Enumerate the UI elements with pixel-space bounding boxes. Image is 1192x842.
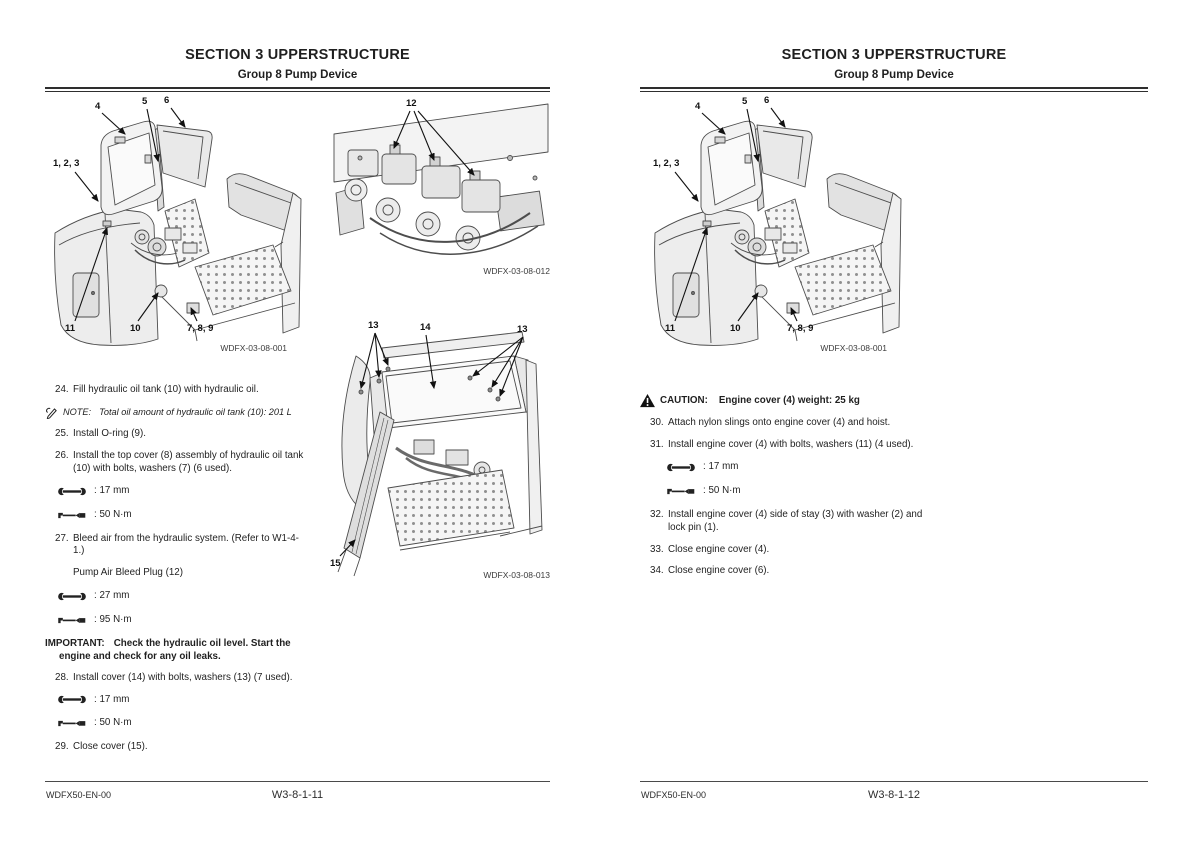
step-31	[650, 439, 930, 452]
step-number: 34.	[650, 565, 664, 577]
step-32	[650, 509, 930, 535]
figure-caption: WDFX-03-08-013	[483, 570, 550, 580]
step-number: 32.	[650, 508, 664, 520]
step-number: 27.	[55, 532, 69, 544]
header-rule	[45, 87, 550, 92]
wrench-size: : 17 mm	[94, 484, 130, 496]
step-number: 29.	[55, 741, 69, 753]
torque-wrench-icon	[58, 510, 86, 521]
step-24	[55, 384, 310, 397]
step-text: Close engine cover (6).	[668, 565, 770, 577]
important-text: Check the hydraulic oil level. Start the engine and check for any oil leaks.	[59, 638, 291, 662]
callout-13-left: 13	[368, 320, 379, 331]
callout-1-2-3: 1, 2, 3	[653, 158, 680, 169]
torque-spec	[58, 614, 310, 627]
figure-engine-covers	[645, 95, 905, 357]
wrench-spec	[667, 461, 930, 474]
callout-14: 14	[420, 322, 431, 333]
callout-7-8-9: 7, 8, 9	[187, 323, 214, 334]
step-number: 33.	[650, 543, 664, 555]
torque-value: : 50 N·m	[94, 717, 132, 729]
callout-10: 10	[730, 323, 741, 334]
step-34	[650, 565, 930, 578]
cover-illustration	[330, 320, 555, 582]
callout-15: 15	[330, 558, 341, 569]
note-pencil-icon	[45, 406, 58, 419]
procedure-steps	[640, 394, 930, 587]
doc-code: WDFX50-EN-00	[641, 790, 707, 800]
section-title: SECTION 3 UPPERSTRUCTURE	[781, 47, 1007, 63]
figure-engine-covers	[45, 95, 305, 357]
callout-6: 6	[764, 95, 770, 106]
doc-code: WDFX50-EN-00	[46, 790, 112, 800]
step-text: Bleed air from the hydraulic system. (Refer to W1-4-1.)	[73, 532, 299, 557]
callout-5: 5	[742, 96, 748, 107]
wrench-icon	[58, 694, 86, 705]
important-note	[45, 638, 310, 663]
manual-page-left	[45, 0, 550, 842]
page-number: W3-8-1-11	[271, 789, 324, 801]
callout-4: 4	[95, 101, 101, 112]
footer-rule	[45, 781, 550, 782]
wrench-size: : 27 mm	[94, 590, 130, 602]
group-title: Group 8 Pump Device	[237, 69, 358, 81]
step-26	[55, 450, 310, 476]
step-33	[650, 544, 930, 557]
caution-text: Engine cover (4) weight: 25 kg	[718, 394, 860, 406]
step-text: Install engine cover (4) side of stay (3) with washer (2) and lock pin (1).	[668, 508, 923, 533]
manual-page-right	[640, 0, 1148, 842]
step-30	[650, 417, 930, 430]
torque-value: : 95 N·m	[94, 614, 132, 626]
callout-7-8-9: 7, 8, 9	[787, 323, 814, 334]
page-number: W3-8-1-12	[868, 789, 920, 801]
step-27-sub: Pump Air Bleed Plug (12)	[73, 567, 183, 579]
torque-spec	[58, 717, 310, 730]
important-label: IMPORTANT:	[45, 638, 105, 650]
note-row	[45, 406, 310, 419]
caution-label: CAUTION:	[660, 394, 708, 406]
figure-caption: WDFX-03-08-012	[483, 266, 550, 276]
note-label: NOTE:	[63, 407, 92, 418]
figure-pump-air-bleed	[330, 98, 555, 278]
callout-1-2-3: 1, 2, 3	[53, 158, 80, 169]
step-number: 25.	[55, 427, 69, 439]
wrench-spec	[58, 485, 310, 498]
wrench-size: : 17 mm	[94, 693, 130, 705]
wrench-size: : 17 mm	[703, 460, 739, 472]
step-text: Close engine cover (4).	[668, 543, 770, 555]
torque-spec	[58, 509, 310, 522]
torque-value: : 50 N·m	[94, 508, 132, 520]
footer-rule	[640, 781, 1148, 782]
figure-caption: WDFX-03-08-001	[220, 343, 287, 353]
procedure-steps	[45, 384, 310, 763]
callout-6: 6	[164, 95, 170, 106]
page-header	[640, 47, 1148, 81]
torque-wrench-icon	[58, 615, 86, 626]
group-title: Group 8 Pump Device	[834, 69, 954, 81]
wrench-icon	[58, 486, 86, 497]
caution-triangle-icon	[640, 394, 655, 408]
callout-4: 4	[695, 101, 701, 112]
header-rule	[640, 87, 1148, 92]
step-number: 30.	[650, 417, 664, 428]
step-text: Attach nylon slings onto engine cover (4) and hoist.	[668, 417, 891, 428]
torque-wrench-icon	[58, 718, 86, 729]
step-text: Install cover (14) with bolts, washers (13) (7 used).	[73, 671, 293, 683]
step-text: Install the top cover (8) assembly of hydraulic oil tank (10) with bolts, washers (7) (6 used).	[73, 449, 304, 474]
step-27	[55, 533, 310, 559]
callout-10: 10	[130, 323, 141, 334]
pump-illustration	[330, 98, 555, 278]
callout-12: 12	[406, 98, 417, 109]
step-text: Fill hydraulic oil tank (10) with hydraulic oil.	[73, 384, 259, 395]
step-text: Install O-ring (9).	[73, 427, 146, 439]
section-title: SECTION 3 UPPERSTRUCTURE	[185, 47, 410, 63]
torque-value: : 50 N·m	[703, 484, 741, 496]
wrench-icon	[58, 591, 86, 602]
torque-wrench-icon	[667, 486, 695, 497]
step-number: 24.	[55, 384, 69, 395]
note-text: Total oil amount of hydraulic oil tank (10): 201 L	[99, 407, 292, 418]
wrench-icon	[667, 462, 695, 473]
step-29	[55, 741, 310, 754]
callout-11: 11	[665, 323, 676, 334]
callout-13-right: 13	[517, 324, 528, 335]
figure-cover-install	[330, 320, 555, 582]
machine-illustration	[645, 95, 905, 357]
machine-illustration	[45, 95, 305, 357]
step-number: 31.	[650, 438, 664, 450]
caution-note	[640, 394, 930, 408]
step-number: 28.	[55, 671, 69, 683]
callout-11: 11	[65, 323, 76, 334]
callout-5: 5	[142, 96, 148, 107]
torque-spec	[667, 485, 930, 498]
step-28	[55, 672, 310, 685]
wrench-spec	[58, 694, 310, 707]
step-text: Install engine cover (4) with bolts, washers (11) (4 used).	[668, 438, 914, 450]
figure-caption: WDFX-03-08-001	[820, 343, 887, 353]
step-25	[55, 428, 310, 441]
step-text: Close cover (15).	[73, 741, 148, 753]
page-header	[45, 47, 550, 81]
wrench-spec	[58, 590, 310, 603]
step-number: 26.	[55, 449, 69, 461]
